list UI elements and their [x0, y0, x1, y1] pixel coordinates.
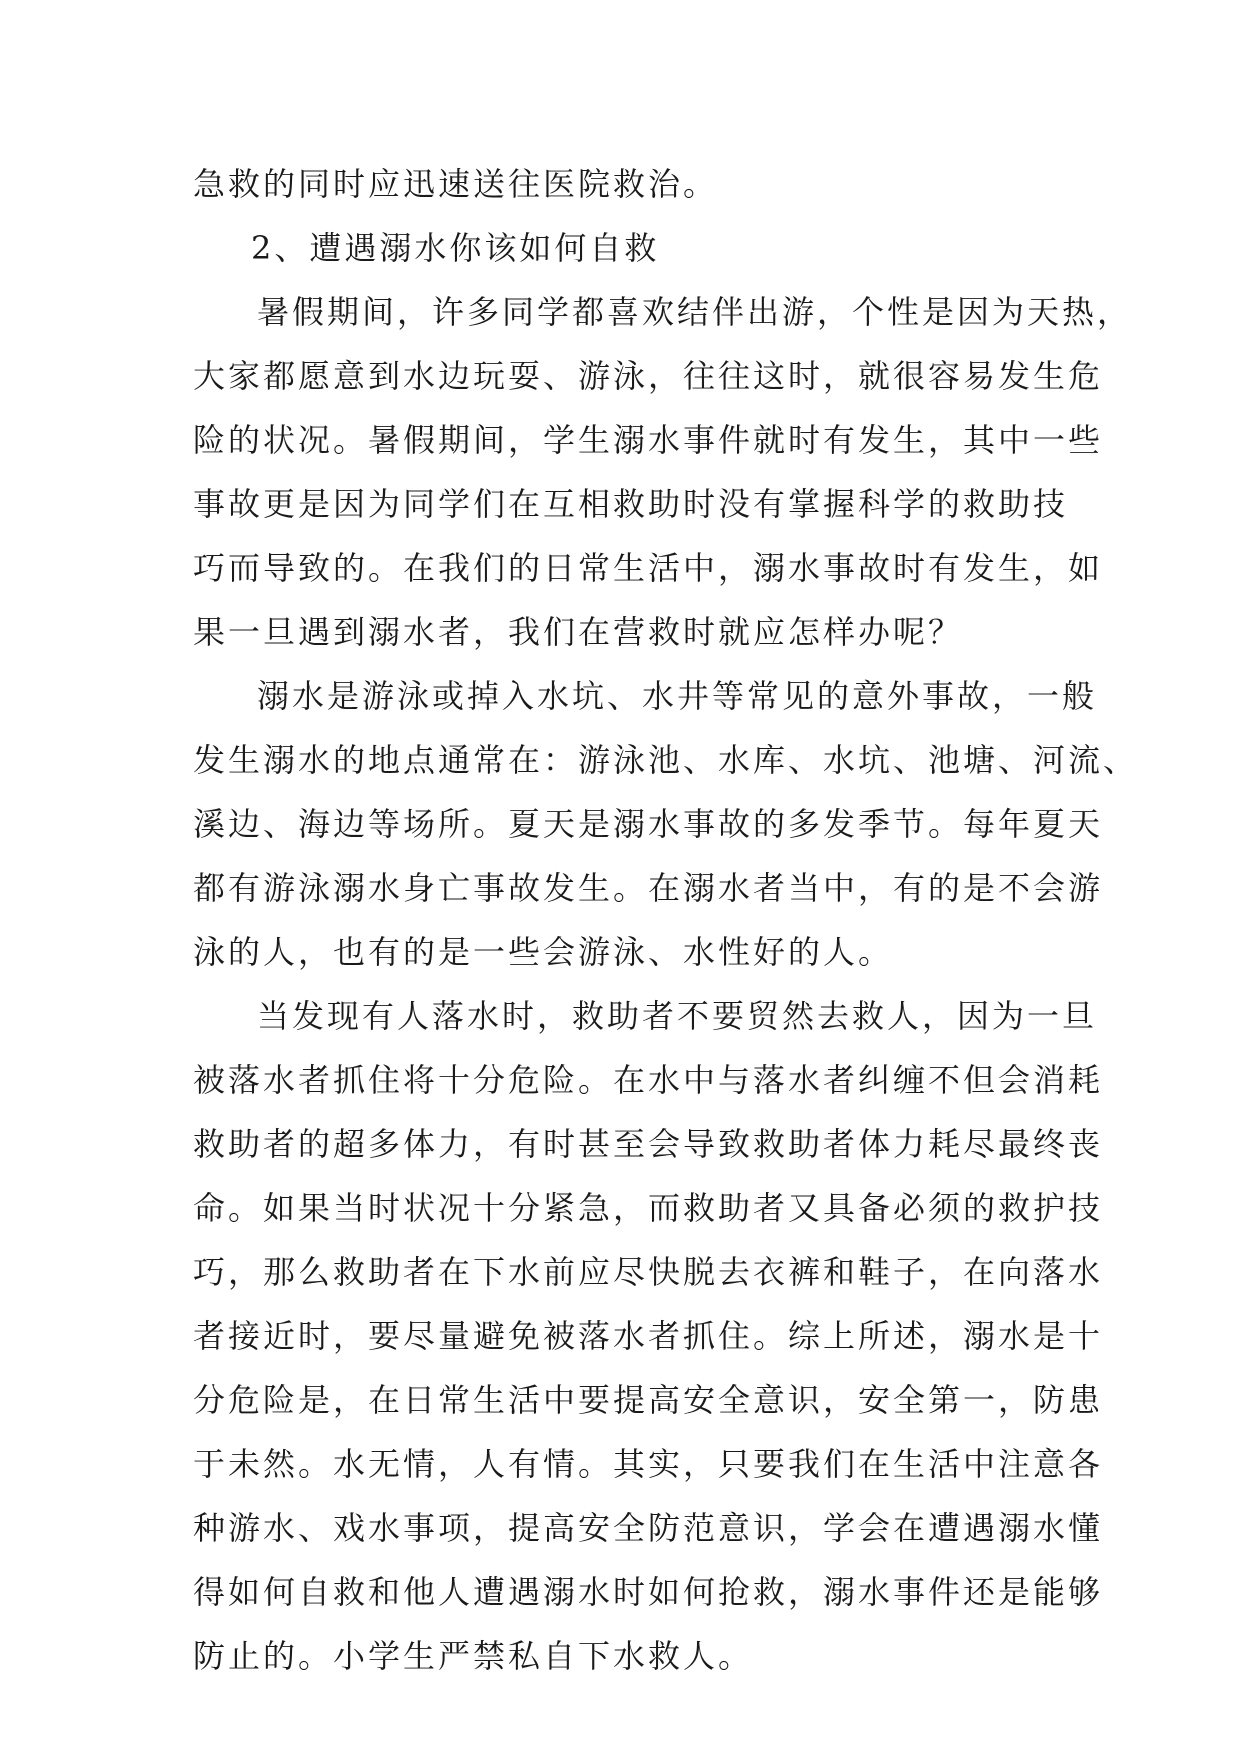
- paragraph-3-line: 巧，那么救助者在下水前应尽快脱去衣裤和鞋子，在向落水: [193, 1253, 1104, 1291]
- paragraph-3-line: 者接近时，要尽量避免被落水者抓住。综上所述，溺水是十: [193, 1317, 1104, 1355]
- paragraph-1-line: 巧而导致的。在我们的日常生活中，溺水事故时有发生，如: [193, 549, 1104, 587]
- text-line: 急救的同时应迅速送往医院救治。: [193, 165, 719, 203]
- paragraph-3-line: 救助者的超多体力，有时甚至会导致救助者体力耗尽最终丧: [193, 1125, 1104, 1163]
- paragraph-1-line: 险的状况。暑假期间，学生溺水事件就时有发生，其中一些: [193, 421, 1104, 459]
- paragraph-2-line: 泳的人，也有的是一些会游泳、水性好的人。: [193, 933, 894, 971]
- paragraph-3-line: 防止的。小学生严禁私自下水救人。: [193, 1637, 754, 1675]
- section-heading: 2、遭遇溺水你该如何自救: [251, 229, 660, 267]
- paragraph-3-line: 当发现有人落水时，救助者不要贸然去救人，因为一旦: [257, 997, 1098, 1035]
- paragraph-3-line: 分危险是，在日常生活中要提高安全意识，安全第一，防患: [193, 1381, 1104, 1419]
- paragraph-3-line: 被落水者抓住将十分危险。在水中与落水者纠缠不但会消耗: [193, 1061, 1104, 1099]
- paragraph-2-line: 溪边、海边等场所。夏天是溺水事故的多发季节。每年夏天: [193, 805, 1104, 843]
- paragraph-1-line: 果一旦遇到溺水者，我们在营救时就应怎样办呢？: [193, 613, 964, 651]
- paragraph-3-line: 得如何自救和他人遭遇溺水时如何抢救，溺水事件还是能够: [193, 1573, 1104, 1611]
- paragraph-1-line: 事故更是因为同学们在互相救助时没有掌握科学的救助技: [193, 485, 1069, 523]
- paragraph-3-line: 命。如果当时状况十分紧急，而救助者又具备必须的救护技: [193, 1189, 1104, 1227]
- paragraph-3-line: 于未然。水无情，人有情。其实，只要我们在生活中注意各: [193, 1445, 1104, 1483]
- paragraph-2-line: 都有游泳溺水身亡事故发生。在溺水者当中，有的是不会游: [193, 869, 1104, 907]
- paragraph-2-line: 发生溺水的地点通常在：游泳池、水库、水坑、池塘、河流、: [193, 741, 1139, 779]
- paragraph-1-line: 大家都愿意到水边玩耍、游泳，往往这时，就很容易发生危: [193, 357, 1104, 395]
- paragraph-3-line: 种游水、戏水事项，提高安全防范意识，学会在遭遇溺水懂: [193, 1509, 1104, 1547]
- paragraph-2-line: 溺水是游泳或掉入水坑、水井等常见的意外事故，一般: [257, 677, 1098, 715]
- paragraph-1-line: 暑假期间，许多同学都喜欢结伴出游，个性是因为天热，: [257, 293, 1133, 331]
- body-text: [193, 152, 1139, 1688]
